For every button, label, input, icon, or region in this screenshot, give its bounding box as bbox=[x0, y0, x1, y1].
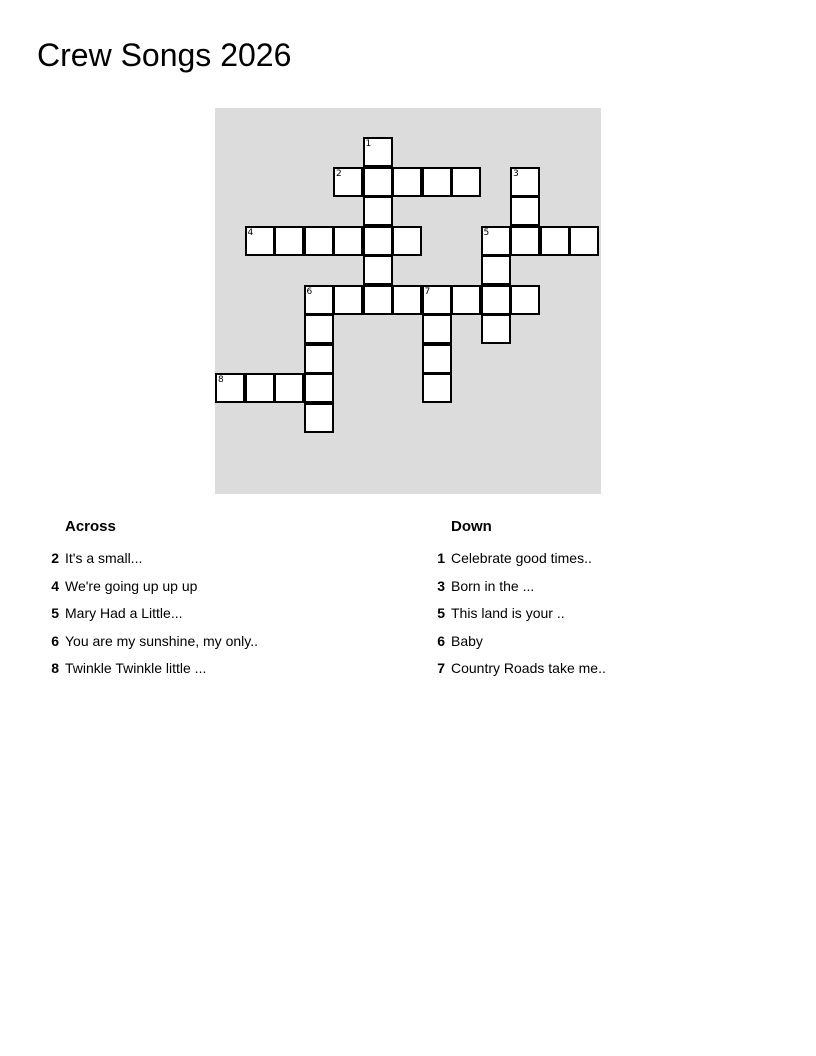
grid-cell[interactable] bbox=[392, 226, 422, 256]
grid-cell[interactable] bbox=[422, 167, 452, 197]
clue-text: We're going up up up bbox=[65, 577, 198, 594]
cell-number: 8 bbox=[218, 375, 224, 385]
clue-number: 1 bbox=[437, 550, 445, 566]
grid-cell[interactable] bbox=[510, 196, 540, 226]
grid-cell[interactable] bbox=[274, 373, 304, 403]
grid-cell[interactable] bbox=[304, 344, 334, 374]
across-clue bbox=[40, 603, 380, 623]
clue-number: 5 bbox=[51, 605, 59, 621]
cell-number: 7 bbox=[424, 286, 431, 297]
grid-cell[interactable] bbox=[245, 373, 275, 403]
clue-number: 8 bbox=[51, 660, 59, 676]
clue-number: 7 bbox=[437, 660, 445, 676]
across-clue bbox=[40, 631, 380, 651]
across-clue bbox=[40, 548, 380, 568]
grid-cell[interactable] bbox=[304, 226, 334, 256]
grid-cell[interactable] bbox=[363, 167, 393, 197]
grid-cell[interactable] bbox=[363, 285, 393, 315]
down-clue bbox=[426, 658, 766, 678]
grid-cell[interactable] bbox=[481, 285, 511, 315]
grid-cell[interactable] bbox=[540, 226, 570, 256]
grid-cell[interactable] bbox=[304, 403, 334, 433]
grid-cell[interactable] bbox=[481, 255, 511, 285]
grid-cell[interactable] bbox=[422, 344, 452, 374]
grid-cell-5[interactable] bbox=[481, 226, 511, 256]
grid-cell[interactable] bbox=[333, 285, 363, 315]
clue-number: 2 bbox=[51, 550, 59, 566]
grid-cell[interactable] bbox=[363, 255, 393, 285]
grid-cell-4[interactable] bbox=[245, 226, 275, 256]
grid-cell[interactable] bbox=[510, 226, 540, 256]
grid-cell-3[interactable] bbox=[510, 167, 540, 197]
grid-cell[interactable] bbox=[304, 373, 334, 403]
grid-cell[interactable] bbox=[569, 226, 599, 256]
across-clue bbox=[40, 576, 380, 596]
grid-cell[interactable] bbox=[274, 226, 304, 256]
cell-number: 5 bbox=[483, 227, 490, 238]
grid-cell[interactable] bbox=[481, 314, 511, 344]
grid-cell[interactable] bbox=[363, 226, 393, 256]
crossword-grid bbox=[215, 108, 601, 494]
grid-cell-2[interactable] bbox=[333, 167, 363, 197]
clue-text: It's a small... bbox=[65, 550, 143, 566]
grid-cell[interactable] bbox=[363, 196, 393, 226]
down-clue bbox=[426, 576, 766, 596]
down-clues bbox=[426, 516, 766, 686]
clue-number: 6 bbox=[51, 632, 59, 649]
down-list bbox=[426, 548, 766, 678]
clue-text: You are my sunshine, my only.. bbox=[65, 632, 258, 649]
grid-cell[interactable] bbox=[392, 285, 422, 315]
grid-cell[interactable] bbox=[451, 285, 481, 315]
clue-text: Country Roads take me.. bbox=[451, 660, 606, 676]
grid-cell[interactable] bbox=[333, 226, 363, 256]
grid-cell-8[interactable] bbox=[215, 373, 245, 403]
down-clue bbox=[426, 603, 766, 623]
clue-text: Born in the ... bbox=[451, 577, 535, 594]
cell-number: 4 bbox=[247, 227, 254, 238]
clue-number: 5 bbox=[437, 605, 445, 621]
clue-text: Baby bbox=[451, 632, 483, 649]
clue-number: 4 bbox=[51, 577, 59, 594]
grid-cell-6[interactable] bbox=[304, 285, 334, 315]
across-clue bbox=[40, 658, 380, 678]
grid-cell[interactable] bbox=[392, 167, 422, 197]
grid-cell[interactable] bbox=[304, 314, 334, 344]
page-title: Crew Songs 2026 bbox=[37, 37, 292, 73]
clue-number: 6 bbox=[437, 632, 445, 649]
clue-text: Celebrate good times.. bbox=[451, 550, 592, 566]
down-clue bbox=[426, 631, 766, 651]
clue-number: 3 bbox=[437, 577, 445, 594]
cell-number: 3 bbox=[513, 168, 519, 179]
grid-cell-7[interactable] bbox=[422, 285, 452, 315]
clue-text: Twinkle Twinkle little ... bbox=[65, 660, 207, 676]
clue-text: This land is your .. bbox=[451, 605, 565, 621]
grid-cell[interactable] bbox=[422, 373, 452, 403]
cell-number: 1 bbox=[365, 139, 372, 149]
down-clue bbox=[426, 548, 766, 568]
cell-number: 6 bbox=[306, 286, 313, 297]
grid-cell[interactable] bbox=[422, 314, 452, 344]
across-clues bbox=[40, 516, 380, 686]
grid-cell[interactable] bbox=[451, 167, 481, 197]
cell-number: 2 bbox=[336, 168, 342, 179]
down-heading: Down bbox=[451, 518, 492, 535]
grid-cell[interactable] bbox=[510, 285, 540, 315]
across-heading: Across bbox=[65, 518, 116, 535]
across-list bbox=[40, 548, 380, 678]
grid-cell-1[interactable] bbox=[363, 137, 393, 167]
clue-text: Mary Had a Little... bbox=[65, 605, 183, 621]
